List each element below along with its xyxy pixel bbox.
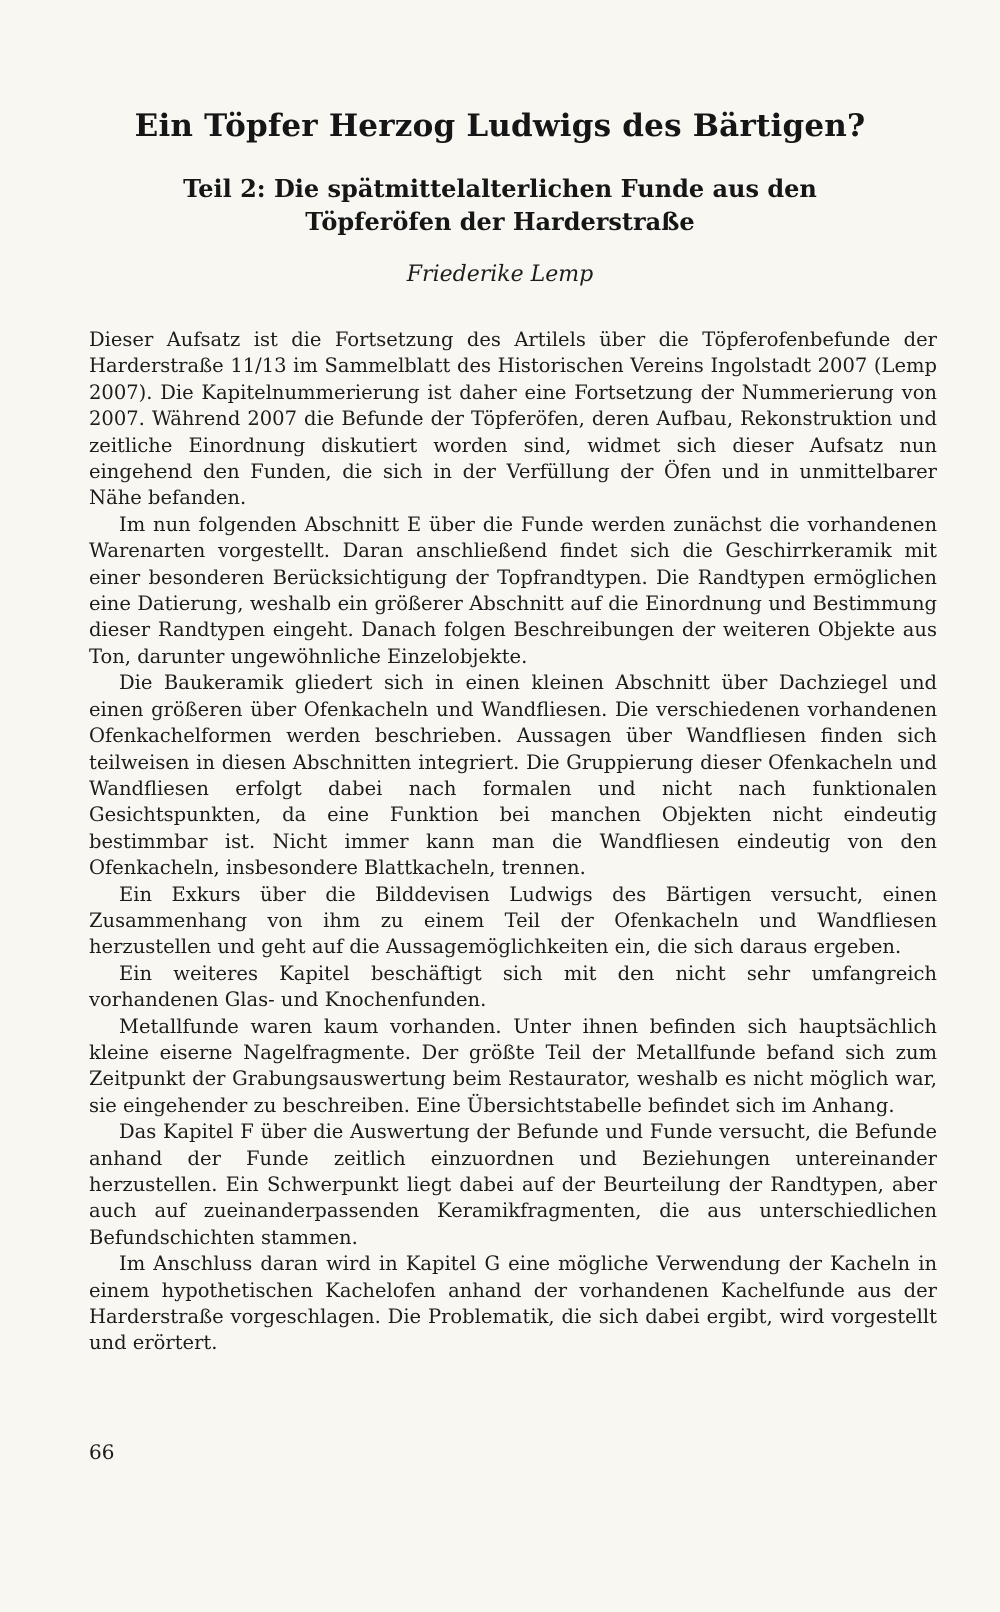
paragraph: Im Anschluss daran wird in Kapitel G eine mögliche Verwendung der Kacheln in einem hypothetischen Kachelofen anhand der vorhandenen Kachelfunde aus der Harderstraße vorgeschlagen. Die Problematik, die sich dabei ergibt, wird vorgestellt und erörtert. — [89, 1252, 937, 1355]
article-subtitle: Teil 2: Die spätmittelalterlichen Funde aus den Töpferöfen der Harderstraße — [183, 174, 817, 236]
paragraph: Metallfunde waren kaum vorhanden. Unter ihnen befinden sich hauptsächlich kleine eiserne Nagelfragmente. Der größte Teil der Metallfunde befand sich zum Zeitpunkt der Grabungsauswertung beim Restaurator, weshalb es nicht möglich war, sie eingehender zu beschreiben. Eine Übersichtstabelle befindet sich im Anhang. — [89, 1014, 937, 1117]
paragraph: Im nun folgenden Abschnitt E über die Funde werden zunächst die vorhandenen Warenarten vorgestellt. Daran anschließend findet sich die Geschirrkeramik mit einer besonderen Berücksichtigung der Topfrandtypen. Die Randtypen ermöglichen eine Datierung, weshalb ein größerer Abschnitt auf die Einordnung und Bestimmung dieser Randtypen eingeht. Danach folgen Beschreibungen der weiteren Objekte aus Ton, darunter ungewöhnliche Einzelobjekte. — [89, 512, 937, 668]
article-author: Friederike Lemp — [406, 262, 594, 287]
paragraph: Das Kapitel F über die Auswertung der Befunde und Funde versucht, die Befunde anhand der Funde zeitlich einzuordnen und Beziehungen untereinander herzustellen. Ein Schwerpunkt liegt dabei auf der Beurteilung der Randtypen, aber auch auf zueinanderpassenden Keramikfragmenten, die aus unterschiedlichen Befundschichten stammen. — [89, 1120, 937, 1249]
article-body — [89, 327, 937, 1357]
paragraph: Dieser Aufsatz ist die Fortsetzung des Artilels über die Töpferofenbefunde der Harderstraße 11/13 im Sammelblatt des Historischen Vereins Ingolstadt 2007 (Lemp 2007). Die Kapitelnummerierung ist daher eine Fortsetzung der Nummerierung von 2007. Während 2007 die Befunde der Töpferöfen, deren Aufbau, Rekonstruktion und zeitliche Einordnung diskutiert worden sind, widmet sich dieser Aufsatz nun eingehend den Funden, die sich in der Verfüllung der Öfen und in unmittelbarer Nähe befanden. — [89, 328, 937, 510]
paragraph: Ein Exkurs über die Bilddevisen Ludwigs des Bärtigen versucht, einen Zusammenhang von ihm zu einem Teil der Ofenkacheln und Wandfliesen herzustellen und geht auf die Aussagemöglichkeiten ein, die sich daraus ergeben. — [89, 882, 937, 959]
article-title: Ein Töpfer Herzog Ludwigs des Bärtigen? — [134, 108, 866, 144]
paragraph: Die Baukeramik gliedert sich in einen kleinen Abschnitt über Dachziegel und einen größeren über Ofenkacheln und Wandfliesen. Die verschiedenen vorhandenen Ofenkachelformen werden beschrieben. Aussagen über Wandfliesen finden sich teilweisen in diesen Abschnitten integriert. Die Gruppierung dieser Ofenkacheln und Wandfliesen erfolgt dabei nach formalen und nicht nach funktionalen Gesichtspunkten, da eine Funktion bei manchen Objekten nicht eindeutig bestimmbar ist. Nicht immer kann man die Wandfliesen eindeutig von den Ofenkacheln, insbesondere Blattkacheln, trennen. — [89, 671, 937, 880]
paragraph: Ein weiteres Kapitel beschäftigt sich mit den nicht sehr umfangreich vorhandenen Glas- und Knochenfunden. — [89, 961, 937, 1012]
page-number: 66 — [89, 1440, 115, 1464]
